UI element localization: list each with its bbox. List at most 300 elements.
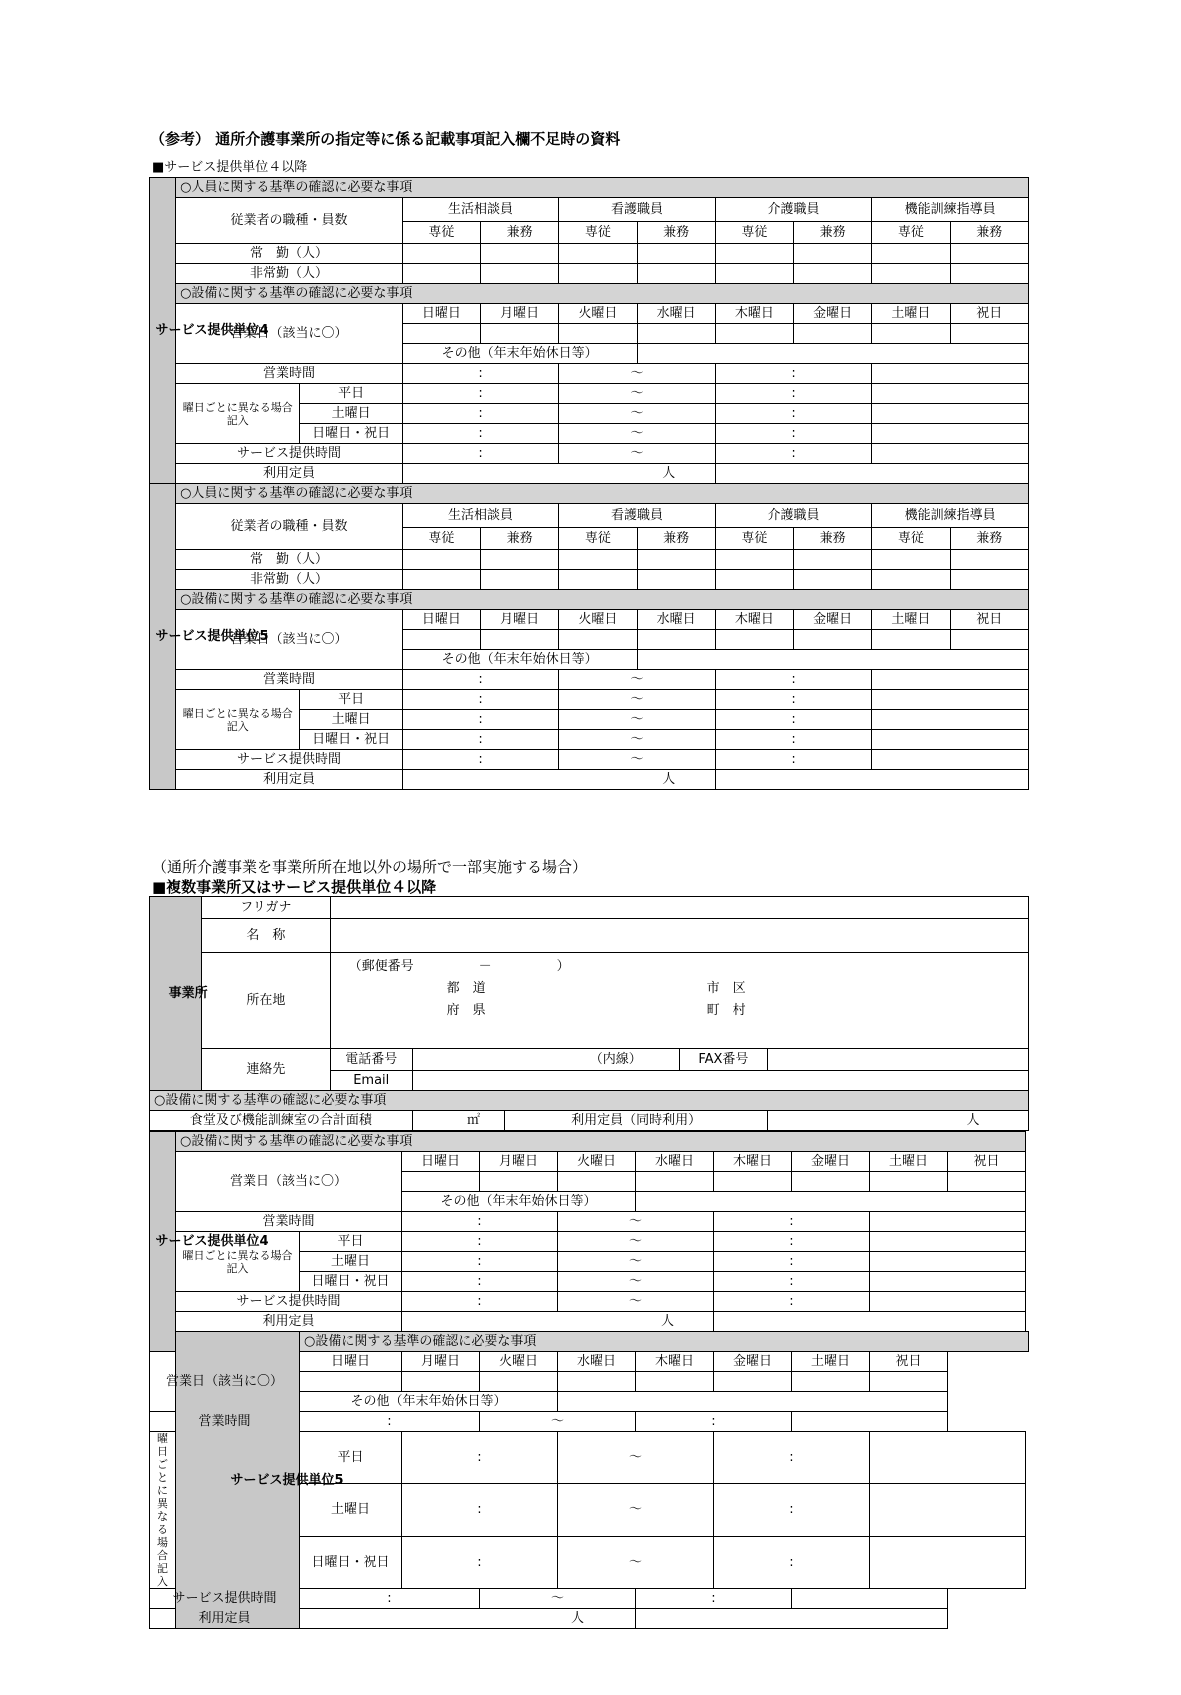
time-extra[interactable] (872, 404, 1029, 424)
time-start[interactable]: : (402, 364, 559, 384)
kenmu-header: 兼務 (481, 528, 559, 550)
time-start[interactable]: : (402, 1484, 558, 1536)
kenmu-header: 兼務 (794, 528, 872, 550)
day-mark-cell[interactable] (950, 630, 1028, 650)
business-hours-label: 営業時間 (176, 364, 403, 384)
time-start[interactable]: : (402, 1272, 558, 1292)
time-extra[interactable] (870, 1536, 1026, 1588)
time-separator: ～ (559, 710, 716, 730)
person-unit: 人 (660, 1314, 674, 1329)
service-unit-table (149, 177, 1029, 790)
part-time-label: 非常勤（人） (176, 570, 403, 590)
time-extra[interactable] (870, 1484, 1026, 1536)
capacity-value[interactable] (402, 770, 715, 790)
senju-header: 専従 (872, 528, 950, 550)
time-start[interactable]: : (300, 1589, 480, 1609)
day-mark-cell[interactable] (559, 630, 637, 650)
time-end[interactable]: : (714, 1536, 870, 1588)
senju-header: 専従 (402, 528, 480, 550)
facility-section-header: ○設備に関する基準の確認に必要な事項 (176, 590, 1029, 610)
time-start[interactable]: : (402, 384, 559, 404)
day-mark-cell[interactable] (715, 324, 793, 344)
person-unit: 人 (662, 772, 676, 787)
capacity-label: 利用定員 (176, 770, 403, 790)
day-header: 土曜日 (872, 610, 950, 630)
other-days-label: その他（年末年始休日等） (300, 1392, 558, 1412)
business-days-label: 営業日（該当に〇） (176, 1152, 402, 1212)
staff-count-cell[interactable] (715, 550, 793, 570)
time-start[interactable]: : (300, 1412, 480, 1432)
day-mark-cell[interactable] (481, 630, 559, 650)
capacity-blank (714, 1312, 1026, 1332)
person-unit: 人 (662, 466, 676, 481)
business-hours-label: 営業時間 (176, 670, 403, 690)
staff-count-cell[interactable] (402, 264, 480, 284)
staff-count-cell[interactable] (950, 264, 1028, 284)
time-extra[interactable] (872, 690, 1029, 710)
service-hours-label: サービス提供時間 (150, 1589, 300, 1609)
facility-section-header: ○設備に関する基準の確認に必要な事項 (300, 1332, 1029, 1352)
kenmu-header: 兼務 (950, 528, 1028, 550)
day-mark-cell[interactable] (637, 324, 715, 344)
service-hours-label: サービス提供時間 (176, 1292, 402, 1312)
time-start[interactable]: : (402, 1232, 558, 1252)
business-hours-label: 営業時間 (150, 1412, 300, 1432)
time-separator: ～ (558, 1536, 714, 1588)
email-input[interactable] (412, 1071, 1028, 1091)
day-header: 月曜日 (481, 610, 559, 630)
senju-header: 専従 (715, 222, 793, 244)
time-end[interactable]: : (714, 1484, 870, 1536)
time-start[interactable]: : (402, 1212, 558, 1232)
address-input[interactable] (330, 953, 1028, 1049)
time-separator: ～ (558, 1484, 714, 1536)
staff-count-cell[interactable] (872, 244, 950, 264)
fax-input[interactable] (768, 1049, 1029, 1071)
time-end[interactable]: : (636, 1589, 792, 1609)
multi-site-note: （通所介護事業を事業所所在地以外の場所で一部実施する場合） (152, 858, 588, 876)
sunday-holiday-label: 日曜日・祝日 (300, 730, 402, 750)
day-mark-cell[interactable] (870, 1372, 948, 1392)
staff-count-cell[interactable] (794, 264, 872, 284)
time-start[interactable]: : (402, 750, 559, 770)
day-header: 祝日 (950, 304, 1028, 324)
staff-count-cell[interactable] (950, 570, 1028, 590)
day-header: 金曜日 (794, 304, 872, 324)
weekday-label: 平日 (300, 384, 402, 404)
day-header: 祝日 (870, 1352, 948, 1372)
time-separator: ～ (559, 670, 716, 690)
time-end[interactable]: : (715, 710, 872, 730)
business-hours-label: 営業時間 (176, 1212, 402, 1232)
business-days-label: 営業日（該当に〇） (176, 304, 403, 364)
staff-count-cell[interactable] (872, 264, 950, 284)
weekday-label: 平日 (300, 1432, 402, 1484)
time-separator: ～ (558, 1232, 714, 1252)
kenmu-header: 兼務 (637, 528, 715, 550)
time-end[interactable]: : (715, 690, 872, 710)
day-mark-cell[interactable] (715, 630, 793, 650)
time-separator: ～ (559, 424, 716, 444)
day-mark-cell[interactable] (480, 1172, 558, 1192)
time-start[interactable]: : (402, 1432, 558, 1484)
contact-label: 連絡先 (202, 1049, 330, 1091)
saturday-label: 土曜日 (300, 1252, 402, 1272)
day-header: 日曜日 (300, 1352, 402, 1372)
name-label: 名 称 (202, 919, 330, 953)
time-end[interactable]: : (715, 750, 872, 770)
day-header: 土曜日 (870, 1152, 948, 1172)
extension-label: （内線） (589, 1052, 642, 1067)
varies-by-day-label: 曜日ごとに異なる場合記入 (176, 690, 300, 750)
senju-header: 専従 (872, 222, 950, 244)
day-mark-cell[interactable] (300, 1372, 402, 1392)
day-header: 金曜日 (792, 1152, 870, 1172)
time-end[interactable]: : (715, 444, 872, 464)
time-end[interactable]: : (636, 1412, 792, 1432)
staff-count-cell[interactable] (402, 244, 480, 264)
staff-section-header: ○人員に関する基準の確認に必要な事項 (176, 484, 1029, 504)
saturday-label: 土曜日 (300, 404, 402, 424)
day-mark-cell[interactable] (794, 630, 872, 650)
time-start[interactable]: : (402, 730, 559, 750)
city-bottom: 町 村 (706, 1002, 746, 1018)
staff-count-cell[interactable] (637, 244, 715, 264)
other-days-input[interactable] (558, 1392, 948, 1412)
time-end[interactable]: : (715, 730, 872, 750)
day-header: 日曜日 (402, 304, 480, 324)
furigana-label: フリガナ (202, 897, 330, 919)
time-start[interactable]: : (402, 424, 559, 444)
time-extra[interactable] (872, 364, 1029, 384)
varies-by-day-label: 曜日ごとに異なる場合記入 (176, 384, 300, 444)
time-separator: ～ (558, 1212, 714, 1232)
business-days-label: 営業日（該当に〇） (150, 1352, 300, 1412)
day-mark-cell[interactable] (402, 630, 480, 650)
kenmu-header: 兼務 (481, 222, 559, 244)
business-days-label: 営業日（該当に〇） (176, 610, 403, 670)
time-end[interactable]: : (715, 364, 872, 384)
day-header: 土曜日 (872, 304, 950, 324)
full-time-label: 常 勤（人） (176, 244, 403, 264)
document-title: （参考） 通所介護事業所の指定等に係る記載事項記入欄不足時の資料 (150, 130, 621, 148)
staff-count-cell[interactable] (715, 570, 793, 590)
staff-count-cell[interactable] (559, 570, 637, 590)
staff-count-cell[interactable] (637, 264, 715, 284)
senju-header: 専従 (715, 528, 793, 550)
staff-count-cell[interactable] (559, 264, 637, 284)
other-days-label: その他（年末年始休日等） (402, 1192, 636, 1212)
staff-count-cell[interactable] (715, 244, 793, 264)
time-separator: ～ (559, 364, 716, 384)
time-separator: ～ (558, 1432, 714, 1484)
day-mark-cell[interactable] (714, 1372, 792, 1392)
office-info-table (149, 896, 1029, 1131)
vertical-unit-label: サービス提供単位4 (155, 323, 269, 338)
time-extra[interactable] (872, 710, 1029, 730)
facility-section-header: ○設備に関する基準の確認に必要な事項 (176, 284, 1029, 304)
other-days-input[interactable] (637, 344, 1028, 364)
day-header: 水曜日 (558, 1352, 636, 1372)
phone-input[interactable] (412, 1049, 679, 1071)
vertical-unit-label: サービス提供単位4 (155, 1234, 269, 1249)
time-separator: ～ (559, 730, 716, 750)
other-days-input[interactable] (636, 1192, 1026, 1212)
other-days-input[interactable] (637, 650, 1028, 670)
staff-count-cell[interactable] (481, 550, 559, 570)
time-extra[interactable] (872, 424, 1029, 444)
time-end[interactable]: : (715, 424, 872, 444)
day-mark-cell[interactable] (481, 324, 559, 344)
senju-header: 専従 (559, 222, 637, 244)
staff-count-cell[interactable] (559, 244, 637, 264)
staff-count-cell[interactable] (637, 570, 715, 590)
day-header: 月曜日 (481, 304, 559, 324)
day-mark-cell[interactable] (870, 1172, 948, 1192)
prefecture-bottom: 府 県 (446, 1002, 486, 1018)
time-end[interactable]: : (714, 1212, 870, 1232)
time-start[interactable]: : (402, 1252, 558, 1272)
day-header: 水曜日 (637, 304, 715, 324)
day-mark-cell[interactable] (794, 324, 872, 344)
role-header: 介護職員 (715, 504, 872, 528)
time-end[interactable]: : (715, 384, 872, 404)
time-end[interactable]: : (714, 1252, 870, 1272)
time-extra[interactable] (872, 750, 1029, 770)
saturday-label: 土曜日 (300, 710, 402, 730)
time-end[interactable]: : (715, 670, 872, 690)
time-separator: ～ (559, 404, 716, 424)
capacity-value[interactable] (402, 464, 715, 484)
role-header: 介護職員 (715, 198, 872, 222)
staff-count-cell[interactable] (481, 264, 559, 284)
staff-count-cell[interactable] (402, 550, 480, 570)
person-unit: 人 (570, 1611, 584, 1626)
furigana-input[interactable] (330, 897, 1028, 919)
sunday-holiday-label: 日曜日・祝日 (300, 424, 402, 444)
day-header: 木曜日 (715, 610, 793, 630)
shared-capacity-input[interactable] (768, 1111, 1029, 1131)
kenmu-header: 兼務 (637, 222, 715, 244)
day-header: 金曜日 (794, 610, 872, 630)
time-separator: ～ (558, 1252, 714, 1272)
day-mark-cell[interactable] (402, 1372, 480, 1392)
day-header: 木曜日 (636, 1352, 714, 1372)
time-end[interactable]: : (714, 1232, 870, 1252)
role-header: 機能訓練指導員 (872, 504, 1029, 528)
day-mark-cell[interactable] (558, 1172, 636, 1192)
day-header: 月曜日 (402, 1352, 480, 1372)
role-header: 看護職員 (559, 198, 716, 222)
office-vertical-label: 事業所 (168, 985, 208, 1001)
full-time-label: 常 勤（人） (176, 550, 403, 570)
sunday-holiday-label: 日曜日・祝日 (300, 1536, 402, 1588)
staff-count-cell[interactable] (950, 244, 1028, 264)
service-hours-label: サービス提供時間 (176, 444, 403, 464)
role-header: 機能訓練指導員 (872, 198, 1029, 222)
time-extra[interactable] (870, 1432, 1026, 1484)
staff-count-cell[interactable] (794, 550, 872, 570)
capacity-value[interactable] (402, 1312, 714, 1332)
day-mark-cell[interactable] (480, 1372, 558, 1392)
staff-count-cell[interactable] (794, 570, 872, 590)
time-extra[interactable] (872, 444, 1029, 464)
day-header: 土曜日 (792, 1352, 870, 1372)
capacity-label: 利用定員 (176, 464, 403, 484)
staff-section-header: ○人員に関する基準の確認に必要な事項 (176, 178, 1029, 198)
capacity-blank (636, 1609, 948, 1629)
day-mark-cell[interactable] (559, 324, 637, 344)
time-start[interactable]: : (402, 444, 559, 464)
area-unit: ㎡ (467, 1113, 481, 1128)
staff-count-cell[interactable] (872, 550, 950, 570)
day-header: 木曜日 (715, 304, 793, 324)
capacity-value[interactable] (300, 1609, 636, 1629)
other-days-label: その他（年末年始休日等） (402, 650, 637, 670)
day-header: 火曜日 (559, 610, 637, 630)
weekday-label: 平日 (300, 1232, 402, 1252)
senju-header: 専従 (402, 222, 480, 244)
document-subtitle: ■サービス提供単位４以降 (152, 160, 308, 175)
time-start[interactable]: : (402, 710, 559, 730)
time-extra[interactable] (870, 1212, 1026, 1232)
staff-count-cell[interactable] (559, 550, 637, 570)
day-header: 日曜日 (402, 1152, 480, 1172)
staff-type-label: 従業者の職種・員数 (176, 504, 403, 550)
day-header: 火曜日 (558, 1152, 636, 1172)
time-start[interactable]: : (402, 404, 559, 424)
staff-count-cell[interactable] (950, 550, 1028, 570)
day-mark-cell[interactable] (636, 1372, 714, 1392)
facility-section-header: ○設備に関する基準の確認に必要な事項 (176, 1132, 1026, 1152)
role-header: 生活相談員 (402, 198, 559, 222)
time-end[interactable]: : (714, 1432, 870, 1484)
day-mark-cell[interactable] (402, 324, 480, 344)
time-extra[interactable] (872, 730, 1029, 750)
day-header: 火曜日 (559, 304, 637, 324)
role-header: 看護職員 (559, 504, 716, 528)
office-unit-table (149, 1131, 1029, 1629)
day-mark-cell[interactable] (872, 630, 950, 650)
staff-type-label: 従業者の職種・員数 (176, 198, 403, 244)
time-start[interactable]: : (402, 1536, 558, 1588)
time-start[interactable]: : (402, 670, 559, 690)
name-input[interactable] (330, 919, 1028, 953)
sunday-holiday-label: 日曜日・祝日 (300, 1272, 402, 1292)
day-mark-cell[interactable] (792, 1172, 870, 1192)
fax-label: FAX番号 (679, 1049, 767, 1071)
day-header: 木曜日 (714, 1152, 792, 1172)
day-mark-cell[interactable] (792, 1372, 870, 1392)
other-days-label: その他（年末年始休日等） (402, 344, 637, 364)
day-mark-cell[interactable] (637, 630, 715, 650)
staff-count-cell[interactable] (481, 244, 559, 264)
address-label: 所在地 (202, 953, 330, 1049)
time-separator: ～ (480, 1412, 636, 1432)
day-mark-cell[interactable] (558, 1372, 636, 1392)
time-extra[interactable] (872, 384, 1029, 404)
time-extra[interactable] (872, 670, 1029, 690)
time-end[interactable]: : (714, 1272, 870, 1292)
day-mark-cell[interactable] (636, 1172, 714, 1192)
time-end[interactable]: : (714, 1292, 870, 1312)
time-start[interactable]: : (402, 1292, 558, 1312)
time-extra[interactable] (870, 1232, 1026, 1252)
area-label: 食堂及び機能訓練室の合計面積 (150, 1111, 413, 1131)
time-separator: ～ (559, 444, 716, 464)
multi-site-heading: ■複数事業所又はサービス提供単位４以降 (152, 878, 437, 896)
city-top: 市 区 (706, 980, 746, 996)
time-extra[interactable] (870, 1252, 1026, 1272)
time-extra[interactable] (792, 1412, 948, 1432)
day-mark-cell[interactable] (872, 324, 950, 344)
email-label: Email (330, 1071, 412, 1091)
area-input[interactable] (412, 1111, 504, 1131)
vertical-unit-label: サービス提供単位5 (155, 629, 269, 644)
time-separator: ～ (480, 1589, 636, 1609)
vertical-unit-label: サービス提供単位5 (230, 1472, 344, 1488)
time-separator: ～ (559, 750, 716, 770)
phone-label: 電話番号 (330, 1049, 412, 1071)
capacity-blank (715, 464, 1028, 484)
time-separator: ～ (559, 690, 716, 710)
day-header: 金曜日 (714, 1352, 792, 1372)
staff-count-cell[interactable] (715, 264, 793, 284)
time-extra[interactable] (792, 1589, 948, 1609)
postal-code: （郵便番号 － ） (348, 958, 570, 974)
staff-count-cell[interactable] (637, 550, 715, 570)
varies-by-day-label: 曜日ごとに異なる場合記入 (176, 1232, 300, 1292)
varies-by-day-label: 曜日ごとに異なる場合記入 (150, 1432, 176, 1589)
capacity-blank (715, 770, 1028, 790)
day-mark-cell[interactable] (402, 1172, 480, 1192)
part-time-label: 非常勤（人） (176, 264, 403, 284)
service-hours-label: サービス提供時間 (176, 750, 403, 770)
shared-capacity-label: 利用定員（同時利用） (505, 1111, 768, 1131)
staff-count-cell[interactable] (794, 244, 872, 264)
weekday-label: 平日 (300, 690, 402, 710)
senju-header: 専従 (559, 528, 637, 550)
time-extra[interactable] (870, 1292, 1026, 1312)
time-separator: ～ (558, 1292, 714, 1312)
day-header: 火曜日 (480, 1352, 558, 1372)
staff-count-cell[interactable] (872, 570, 950, 590)
time-start[interactable]: : (402, 690, 559, 710)
day-header: 水曜日 (637, 610, 715, 630)
capacity-label: 利用定員 (176, 1312, 402, 1332)
time-extra[interactable] (870, 1272, 1026, 1292)
office-side-label (150, 897, 208, 1091)
day-header: 日曜日 (402, 610, 480, 630)
staff-count-cell[interactable] (481, 570, 559, 590)
day-header: 祝日 (950, 610, 1028, 630)
time-separator: ～ (558, 1272, 714, 1292)
role-header: 生活相談員 (402, 504, 559, 528)
day-header: 月曜日 (480, 1152, 558, 1172)
kenmu-header: 兼務 (794, 222, 872, 244)
day-mark-cell[interactable] (714, 1172, 792, 1192)
day-mark-cell[interactable] (950, 324, 1028, 344)
person-unit: 人 (966, 1113, 980, 1128)
staff-count-cell[interactable] (402, 570, 480, 590)
day-mark-cell[interactable] (948, 1172, 1026, 1192)
time-end[interactable]: : (715, 404, 872, 424)
day-header: 水曜日 (636, 1152, 714, 1172)
kenmu-header: 兼務 (950, 222, 1028, 244)
capacity-label: 利用定員 (150, 1609, 300, 1629)
saturday-label: 土曜日 (300, 1484, 402, 1536)
day-header: 祝日 (948, 1152, 1026, 1172)
